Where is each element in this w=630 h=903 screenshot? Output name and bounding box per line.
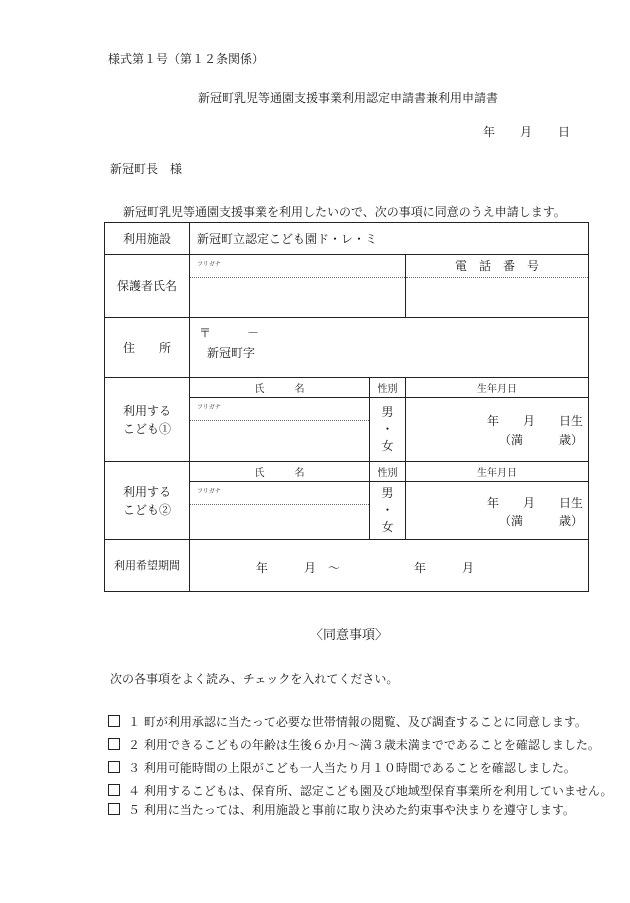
- phone-field[interactable]: [406, 255, 589, 318]
- child1-gender-select[interactable]: 男 ・ 女: [370, 398, 406, 462]
- child2-name-field[interactable]: [190, 482, 370, 540]
- consent-item[interactable]: [108, 713, 587, 730]
- child2-gender-header: 性別: [370, 462, 406, 482]
- period-label: 利用希望期間: [105, 540, 190, 592]
- date-day: 日: [558, 125, 571, 139]
- child2-gender-select[interactable]: 男 ・ 女: [370, 482, 406, 540]
- checkbox-icon[interactable]: [108, 803, 120, 815]
- intro-text: 新冠町乳児等通園支援事業を利用したいので、次の事項に同意のうえ申請します。: [123, 205, 566, 219]
- furigana-label: フリガナ: [197, 261, 221, 268]
- checkbox-icon[interactable]: [108, 784, 120, 796]
- date-year: 年: [483, 125, 496, 139]
- child2-birth-field[interactable]: [406, 482, 589, 540]
- guardian-label: 保護者氏名: [105, 255, 190, 318]
- child1-gender-header: 性別: [370, 378, 406, 398]
- postal-mark: 〒 －: [199, 326, 260, 340]
- document-title: 新冠町乳児等通園支援事業利用認定申請書兼利用申請書: [198, 91, 499, 105]
- child1-name-field[interactable]: [190, 398, 370, 462]
- consent-instruction: 次の各事項をよく読み、チェックを入れてください。: [110, 672, 399, 686]
- child1-name-header: 氏 名: [190, 378, 370, 398]
- child1-birth-line: 年 月 日生: [487, 414, 584, 428]
- consent-item[interactable]: [108, 782, 613, 799]
- child1-label: 利用する こども①: [105, 378, 190, 462]
- consent-item-text: ４ 利用するこどもは、保育所、認定こども園及び地域型保育事業所を利用していません。: [128, 784, 613, 798]
- consent-item-text: １ 町が利用承認に当たって必要な世帯情報の閲覧、及び調査することに同意します。: [128, 715, 587, 729]
- child1-birth-header: 生年月日: [406, 378, 589, 398]
- consent-item-text: ２ 利用できるこどもの年齢は生後６か月～満３歳未満までであることを確認しました。: [128, 738, 600, 752]
- addressee: 新冠町長 様: [110, 162, 183, 176]
- phone-label: 電 話 番 号: [406, 255, 588, 278]
- consent-heading: 〈同意事項〉: [310, 628, 389, 643]
- checkbox-icon[interactable]: [108, 738, 120, 750]
- period-field[interactable]: [190, 540, 589, 592]
- date-month: 月: [520, 125, 533, 139]
- child1-age-line: （満 歳）: [499, 433, 584, 447]
- child2-label: 利用する こども②: [105, 462, 190, 540]
- application-table: [104, 222, 589, 592]
- child1-birth-field[interactable]: [406, 398, 589, 462]
- consent-item[interactable]: [108, 759, 576, 776]
- address-prefix: 新冠町字: [207, 346, 256, 360]
- period-start: 年 月 ～: [256, 561, 341, 575]
- address-field[interactable]: [190, 318, 589, 378]
- consent-item-text: ３ 利用可能時間の上限がこども一人当たり月１０時間であることを確認しました。: [128, 761, 576, 775]
- child2-birth-header: 生年月日: [406, 462, 589, 482]
- child2-age-line: （満 歳）: [499, 514, 584, 528]
- child1-furigana: フリガナ: [197, 404, 221, 411]
- consent-item-text: ５ 利用に当たっては、利用施設と事前に取り決めた約束事や決まりを遵守します。: [128, 803, 575, 817]
- form-number: 様式第１号（第１２条関係）: [108, 52, 265, 66]
- period-end: 年 月: [414, 561, 475, 575]
- child2-name-header: 氏 名: [190, 462, 370, 482]
- child2-birth-line: 年 月 日生: [487, 496, 584, 510]
- child2-furigana: フリガナ: [197, 488, 221, 495]
- checkbox-icon[interactable]: [108, 715, 120, 727]
- facility-value: 新冠町立認定こども園ド・レ・ミ: [190, 223, 589, 255]
- address-label: 住 所: [105, 318, 190, 378]
- consent-item[interactable]: [108, 801, 575, 818]
- facility-label: 利用施設: [105, 223, 190, 255]
- checkbox-icon[interactable]: [108, 761, 120, 773]
- consent-item[interactable]: [108, 736, 600, 753]
- guardian-name-field[interactable]: [190, 255, 406, 318]
